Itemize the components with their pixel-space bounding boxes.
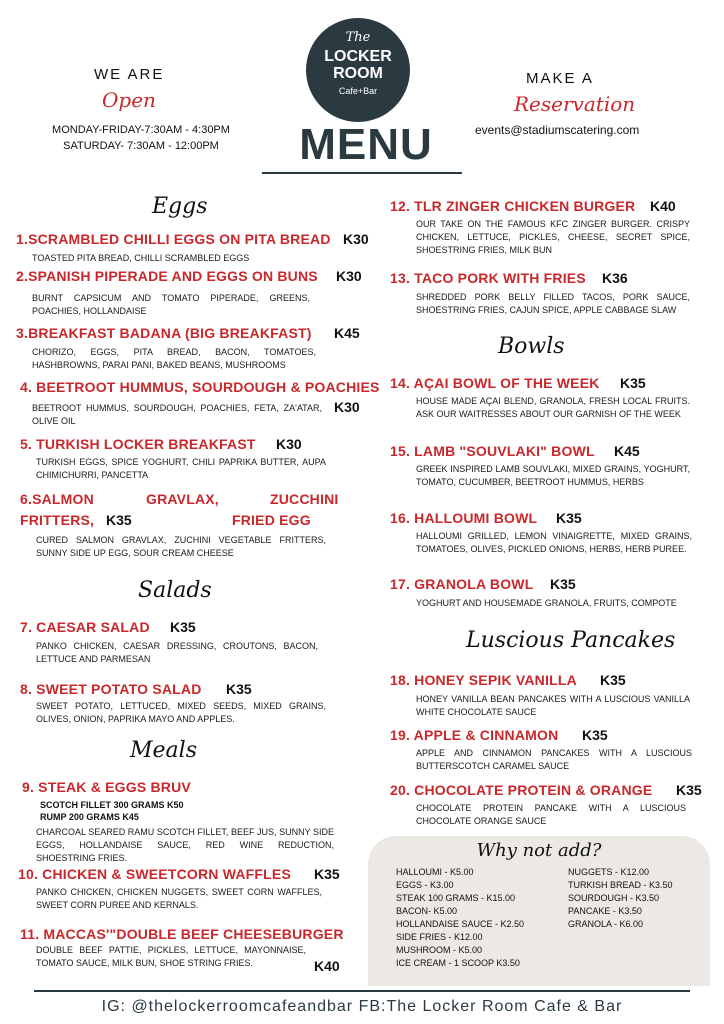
item-10-price: K35 [314, 866, 340, 882]
make-a-label: MAKE A [526, 70, 594, 87]
item-6-desc: CURED SALMON GRAVLAX, ZUCHINI VEGETABLE FRITTERS, SUNNY SIDE UP EGG, SOUR CREAM CHEESE [36, 535, 326, 558]
item-12-desc: OUR TAKE ON THE FAMOUS KFC ZINGER BURGER. CRISPY CHICKEN, LETTUCE, PICKLES, CHEESE, SECRET SPICE, SHOESTRING FRIES, MILK BUN [416, 219, 690, 255]
item-7-title: 7. CAESAR SALAD [20, 619, 150, 635]
item-18-desc: HONEY VANILLA BEAN PANCAKES WITH A LUSCIOUS VANILLA WHITE CHOCOLATE SAUCE [416, 694, 690, 717]
item-1-title: 1.SCRAMBLED CHILLI EGGS ON PITA BREAD [16, 231, 331, 247]
item-14-price: K35 [620, 375, 646, 391]
section-eggs: Eggs [152, 194, 208, 219]
item-13-price: K36 [602, 270, 628, 286]
addon-item: BACON- K5.00 [396, 906, 458, 916]
item-1-desc: TOASTED PITA BREAD, CHILLI SCRAMBLED EGGS [32, 253, 250, 263]
open-label: Open [102, 88, 156, 112]
logo-locker: LOCKER [324, 48, 392, 65]
item-16-desc: HALLOUMI GRILLED, LEMON VINAIGRETTE, MIXED GRAINS, TOMATOES, OLIVES, PICKLED ONIONS, HERBS, HERB PUREE. [416, 531, 692, 554]
item-17-price: K35 [550, 576, 576, 592]
item-2-title: 2.SPANISH PIPERADE AND EGGS ON BUNS [16, 268, 318, 284]
logo-locker-room [306, 48, 410, 82]
item-6-price: K35 [106, 512, 132, 528]
footer-social: IG: @thelockerroomcafeandbar FB:The Locker Room Cafe & Bar [101, 998, 623, 1015]
addon-item: EGGS - K3.00 [396, 880, 454, 890]
item-5-desc: TURKISH EGGS, SPICE YOGHURT, CHILI PAPRIKA BUTTER, AUPA CHIMICHURRI, PANCETTA [36, 457, 326, 480]
item-2-desc: BURNT CAPSICUM AND TOMATO PIPERADE, GREENS, POACHIES, HOLLANDAISE [32, 293, 310, 316]
addon-item: HALLOUMI - K5.00 [396, 867, 474, 877]
item-17-title: 17. GRANOLA BOWL [390, 576, 534, 592]
logo-the: The [345, 30, 371, 45]
item-19-title: 19. APPLE & CINNAMON [390, 727, 559, 743]
item-13-title: 13. TACO PORK WITH FRIES [390, 270, 586, 286]
item-14-desc: HOUSE MADE AÇAI BLEND, GRANOLA, FRESH LOCAL FRUITS. ASK OUR WAITRESSES ABOUT OUR GARNISH OF THE WEEK [416, 396, 690, 419]
addons-left-list [396, 866, 524, 970]
item-9-desc: CHARCOAL SEARED RAMU SCOTCH FILLET, BEEF JUS, SUNNY SIDE EGGS, HOLLANDAISE SAUCE, RED WINE REDUCTION, SHOESTRING FRIES. [36, 827, 334, 863]
item-15-price: K45 [614, 443, 640, 459]
item-13-desc: SHREDDED PORK BELLY FILLED TACOS, PORK SAUCE, SHOESTRING FRIES, CAJUN SPICE, APPLE CABBAGE SLAW [416, 292, 690, 315]
addon-item: PANCAKE - K3.50 [568, 906, 642, 916]
item-20-title: 20. CHOCOLATE PROTEIN & ORANGE [390, 782, 653, 798]
item-3-title: 3.BREAKFAST BADANA (BIG BREAKFAST) [16, 325, 312, 341]
item-3-desc: CHORIZO, EGGS, PITA BREAD, BACON, TOMATOES, HASHBROWNS, PARAI PANI, BAKED BEANS, MUSHROOMS [32, 347, 316, 370]
addon-item: TURKISH BREAD - K3.50 [568, 880, 673, 890]
addons-title: Why not add? [476, 840, 602, 861]
item-3-price: K45 [334, 325, 360, 341]
reservation-email[interactable]: events@stadiumscatering.com [475, 123, 640, 137]
locker-room-logo [306, 18, 410, 122]
addon-item: GRANOLA - K6.00 [568, 919, 644, 929]
section-pancakes: Luscious Pancakes [466, 628, 676, 653]
item-11-title: 11. MACCAS'"DOUBLE BEEF CHEESEBURGER [20, 926, 344, 942]
item-17-desc: YOGHURT AND HOUSEMADE GRANOLA, FRUITS, COMPOTE [416, 598, 677, 608]
hours-weekday: MONDAY-FRIDAY-7:30AM - 4:30PM [52, 124, 230, 136]
addon-item: ICE CREAM - 1 SCOOP K3.50 [396, 958, 520, 968]
item-12-title: 12. TLR ZINGER CHICKEN BURGER [390, 198, 636, 214]
addon-item: SOURDOUGH - K3.50 [568, 893, 660, 903]
item-11-desc: DOUBLE BEEF PATTIE, PICKLES, LETTUCE, MAYONNAISE, TOMATO SAUCE, MILK BUN, SHOE STRING FRIES. [36, 945, 306, 968]
addon-item: HOLLANDAISE SAUCE - K2.50 [396, 919, 525, 929]
item-19-price: K35 [582, 727, 608, 743]
item-16-price: K35 [556, 510, 582, 526]
footer-divider [34, 990, 690, 992]
item-19-desc: APPLE AND CINNAMON PANCAKES WITH A LUSCIOUS BUTTERSCOTCH CARAMEL SAUCE [416, 748, 692, 771]
item-18-title: 18. HONEY SEPIK VANILLA [390, 672, 577, 688]
item-9-sub-rump: RUMP 200 GRAMS K45 [40, 812, 139, 822]
item-9-title: 9. STEAK & EGGS BRUV [22, 779, 191, 795]
reservation-label: Reservation [514, 92, 636, 116]
item-9-sub-scotch: SCOTCH FILLET 300 GRAMS K50 [40, 800, 184, 810]
item-4-title: 4. BEETROOT HUMMUS, SOURDOUGH & POACHIES [20, 379, 380, 395]
hours-saturday: SATURDAY- 7:30AM - 12:00PM [63, 140, 219, 152]
item-6-title-b: GRAVLAX, [146, 491, 219, 507]
item-2-price: K30 [336, 268, 362, 284]
item-10-desc: PANKO CHICKEN, CHICKEN NUGGETS, SWEET CORN WAFFLES, SWEET CORN PUREE AND KERNALS. [36, 887, 322, 910]
item-6-title-e: FRIED EGG [232, 512, 311, 528]
addon-item: NUGGETS - K12.00 [568, 867, 650, 877]
logo-cafe-bar: Cafe+Bar [338, 86, 378, 96]
item-15-title: 15. LAMB "SOUVLAKI" BOWL [390, 443, 595, 459]
item-15-desc: GREEK INSPIRED LAMB SOUVLAKI, MIXED GRAINS, YOGHURT, TOMATO, CUCUMBER, BEETROOT HUMMUS, HERBS [416, 464, 690, 487]
item-11-price: K40 [314, 958, 340, 974]
item-16-title: 16. HALLOUMI BOWL [390, 510, 538, 526]
item-4-desc: BEETROOT HUMMUS, SOURDOUGH, POACHIES, FETA, ZA'ATAR, OLIVE OIL [32, 403, 322, 426]
item-8-desc: SWEET POTATO, LETTUCED, MIXED SEEDS, MIXED GRAINS, OLIVES, ONION, PAPRIKA MAYO AND APPLES. [36, 701, 326, 724]
menu-divider [262, 172, 462, 174]
menu-title: MENU [299, 120, 433, 169]
item-10-title: 10. CHICKEN & SWEETCORN WAFFLES [18, 866, 291, 882]
item-20-desc: CHOCOLATE PROTEIN PANCAKE WITH A LUSCIOUS CHOCOLATE ORANGE SAUCE [416, 803, 686, 826]
section-salads: Salads [138, 578, 212, 603]
section-bowls: Bowls [498, 334, 565, 359]
item-5-price: K30 [276, 436, 302, 452]
we-are-label: WE ARE [94, 66, 165, 83]
addons-right-list [568, 866, 673, 931]
item-20-price: K35 [676, 782, 702, 798]
item-12-price: K40 [650, 198, 676, 214]
addon-item: STEAK 100 GRAMS - K15.00 [396, 893, 516, 903]
item-18-price: K35 [600, 672, 626, 688]
item-1-price: K30 [343, 231, 369, 247]
item-7-desc: PANKO CHICKEN, CAESAR DRESSING, CROUTONS, BACON, LETTUCE AND PARMESAN [36, 641, 318, 664]
item-8-price: K35 [226, 681, 252, 697]
item-5-title: 5. TURKISH LOCKER BREAKFAST [20, 436, 256, 452]
section-meals: Meals [130, 738, 197, 763]
item-6-title-c: ZUCCHINI [270, 491, 339, 507]
item-4-price: K30 [334, 399, 360, 415]
opening-hours [36, 122, 246, 154]
addon-item: SIDE FRIES - K12.00 [396, 932, 483, 942]
item-8-title: 8. SWEET POTATO SALAD [20, 681, 202, 697]
item-14-title: 14. AÇAI BOWL OF THE WEEK [390, 375, 600, 391]
item-6-title-d: FRITTERS, [20, 512, 95, 528]
item-7-price: K35 [170, 619, 196, 635]
item-6-title-a: 6.SALMON [20, 491, 94, 507]
addon-item: MUSHROOM - K5.00 [396, 945, 483, 955]
logo-room: ROOM [333, 65, 383, 82]
